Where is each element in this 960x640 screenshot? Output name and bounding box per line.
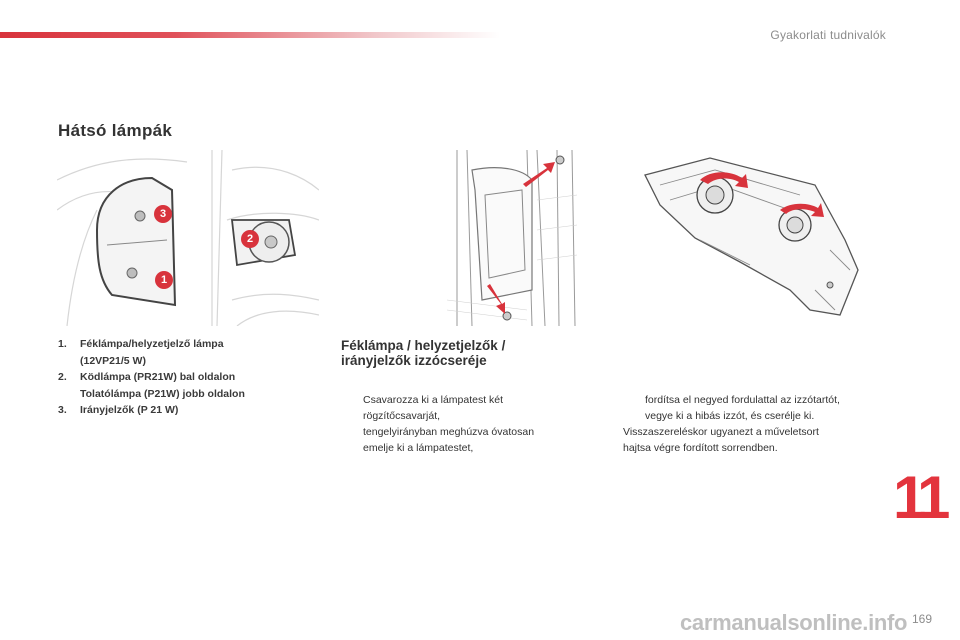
legend-item-1 <box>58 336 298 369</box>
bullet-icon <box>341 424 363 456</box>
step-text: vegye ki a hibás izzót, és cserélje ki. <box>645 410 815 422</box>
legend-line: Tolatólámpa (P21W) jobb oldalon <box>80 387 245 400</box>
step-line: Csavarozza ki a lámpatest két <box>363 394 504 406</box>
bullet-icon <box>341 392 363 424</box>
note-line: Visszaszereléskor ugyanezt a műveletsort <box>623 426 819 438</box>
legend-text <box>80 402 178 419</box>
legend-line: Ködlámpa (PR21W) bal oldalon <box>80 371 236 383</box>
legend-list <box>58 336 298 419</box>
step-text <box>363 424 534 456</box>
steps-right-column <box>623 392 893 456</box>
legend-line: Irányjelzők (P 21 W) <box>80 404 179 416</box>
header-title: Gyakorlati tudnivalók <box>770 28 886 42</box>
lamp-screws-drawing <box>437 150 602 326</box>
step-item <box>341 424 591 456</box>
subsection-title <box>341 338 581 368</box>
step-item <box>623 408 893 424</box>
bullet-icon <box>623 408 645 424</box>
callout-badge-1: 1 <box>155 271 173 289</box>
step-text: fordítsa el negyed fordulattal az izzótartót, <box>645 394 840 406</box>
callout-badge-2: 2 <box>241 230 259 248</box>
legend-text <box>80 336 224 369</box>
reassembly-note <box>623 424 893 456</box>
callout-badge-3: 3 <box>154 205 172 223</box>
step-line: tengelyirányban meghúzva óvatosan <box>363 426 535 438</box>
step-item <box>341 392 591 424</box>
legend-item-3 <box>58 402 298 419</box>
bulb-holder-drawing <box>640 150 863 322</box>
step-line: rögzítőcsavarját, <box>363 410 441 422</box>
note-line: hajtsa végre fordított sorrendben. <box>623 442 778 454</box>
legend-item-2 <box>58 369 298 402</box>
legend-number: 2. <box>58 371 67 383</box>
legend-text <box>80 369 245 402</box>
header-accent-bar <box>0 32 500 38</box>
bulb-holder-illustration <box>640 150 863 322</box>
subsection-title-line: irányjelzők izzócseréje <box>341 353 487 368</box>
section-title: Hátsó lámpák <box>58 121 173 140</box>
step-text <box>363 392 503 424</box>
bullet-icon <box>623 392 645 408</box>
legend-number: 3. <box>58 404 67 416</box>
legend-line: (12VP21/5 W) <box>80 354 146 367</box>
watermark: carmanualsonline.info <box>680 610 908 635</box>
page-number: 169 <box>912 612 933 626</box>
rear-lamp-drawing <box>57 150 319 326</box>
rear-lamp-illustration <box>57 150 319 326</box>
lamp-screws-illustration <box>437 150 602 326</box>
step-line: emelje ki a lámpatestet, <box>363 442 474 454</box>
legend-number: 1. <box>58 338 67 350</box>
steps-left-column <box>341 392 591 456</box>
chapter-number: 11 <box>893 464 945 531</box>
legend-line: Féklámpa/helyzetjelző lámpa <box>80 338 224 350</box>
step-item <box>623 392 893 408</box>
subsection-title-line: Féklámpa / helyzetjelzők / <box>341 338 506 353</box>
